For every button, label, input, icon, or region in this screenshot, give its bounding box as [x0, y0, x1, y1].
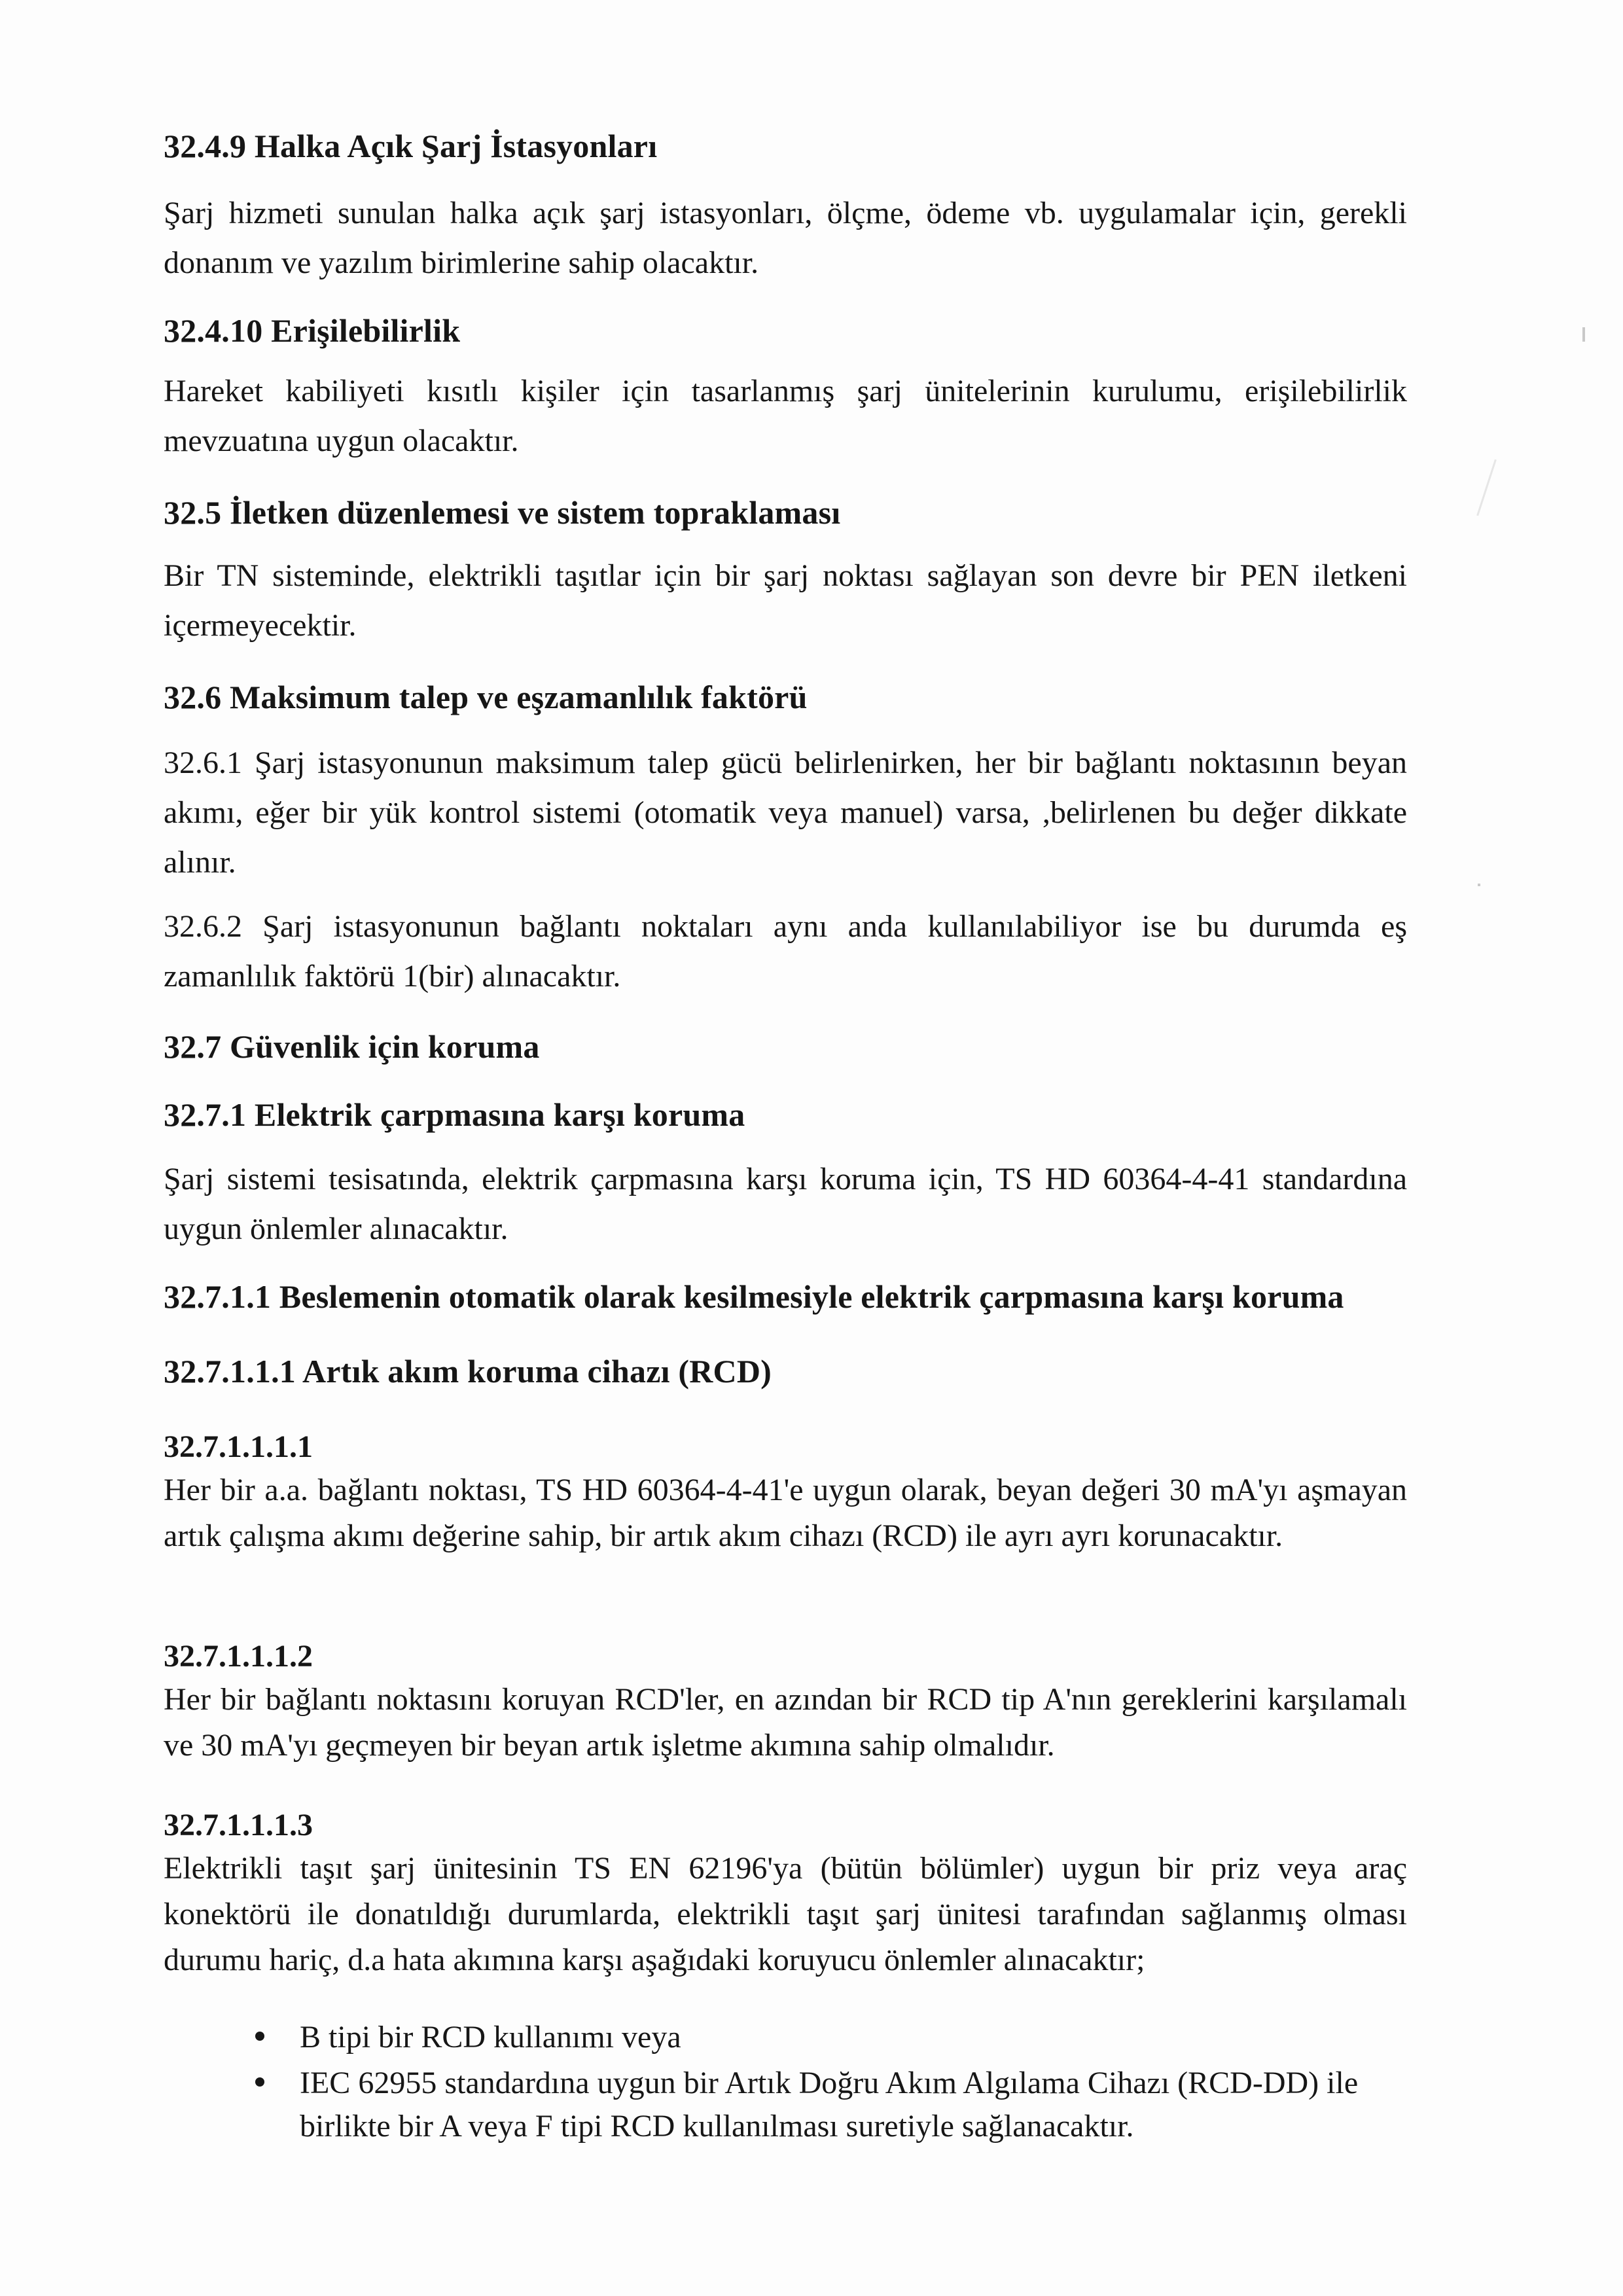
list-item — [255, 2062, 1407, 2148]
clause-number: 32.7.1.1.1.3 — [164, 1808, 313, 1842]
clause-body: Her bir a.a. bağlantı noktası, TS HD 60364-4-41'e uygun olarak, beyan değeri 30 mA'yı aşmayan artık çalışma akımı değerine sahip, bir artık akım cihazı (RCD) ile ayrı ayrı korunacaktır. — [164, 1473, 1407, 1553]
scan-speck — [1478, 884, 1480, 886]
paragraph-32-6-2: 32.6.2 Şarj istasyonunun bağlantı noktaları aynı anda kullanılabiliyor ise bu durumda eş zamanlılık faktörü 1(bir) alınacaktır. — [164, 909, 1407, 994]
section-heading-32-6: 32.6 Maksimum talep ve eşzamanlılık faktörü — [164, 679, 808, 715]
list-item-text: IEC 62955 standardına uygun bir Artık Doğru Akım Algılama Cihazı (RCD-DD) ile birlikte bir A veya F tipi RCD kullanılması suretiyle sağlanacaktır. — [300, 2066, 1359, 2144]
section-heading-32-4-9: 32.4.9 Halka Açık Şarj İstasyonları — [164, 128, 658, 164]
clause-number: 32.7.1.1.1.2 — [164, 1639, 313, 1674]
scan-speck — [1476, 459, 1497, 516]
section-body-32-4-10: Hareket kabiliyeti kısıtlı kişiler için tasarlanmış şarj ünitelerinin kurulumu, erişilebilirlik mevzuatına uygun olacaktır. — [164, 374, 1407, 458]
clause-32-7-1-1-1-1 — [164, 1427, 1407, 1559]
bullet-icon — [255, 2077, 264, 2087]
clause-body: Her bir bağlantı noktasını koruyan RCD'ler, en azından bir RCD tip A'nın gereklerini karşılamalı ve 30 mA'yı geçmeyen bir beyan artık işletme akımına sahip olmalıdır. — [164, 1682, 1407, 1763]
section-heading-32-4-10: 32.4.10 Erişilebilirlik — [164, 312, 461, 349]
clause-32-7-1-1-1-2 — [164, 1636, 1407, 1768]
clause-32-7-1-1-1-3 — [164, 1805, 1407, 1983]
section-heading-32-7-1-1: 32.7.1.1 Beslemenin otomatik olarak kesilmesiyle elektrik çarpmasına karşı koruma — [164, 1278, 1344, 1315]
section-heading-32-7-1-1-1: 32.7.1.1.1 Artık akım koruma cihazı (RCD) — [164, 1353, 772, 1390]
list-item — [255, 2016, 1407, 2059]
clause-number: 32.7.1.1.1.1 — [164, 1429, 313, 1464]
section-body-32-5: Bir TN sisteminde, elektrikli taşıtlar için bir şarj noktası sağlayan son devre bir PEN iletkeni içermeyecektir. — [164, 558, 1407, 643]
bullet-list — [255, 2016, 1407, 2151]
section-heading-32-5: 32.5 İletken düzenlemesi ve sistem topraklaması — [164, 494, 841, 531]
scan-speck — [1582, 327, 1585, 342]
section-heading-32-7-1: 32.7.1 Elektrik çarpmasına karşı koruma — [164, 1096, 745, 1133]
section-heading-32-7: 32.7 Güvenlik için koruma — [164, 1028, 540, 1065]
bullet-icon — [255, 2032, 264, 2041]
list-item-text: B tipi bir RCD kullanımı veya — [300, 2020, 681, 2054]
paragraph-32-6-1: 32.6.1 Şarj istasyonunun maksimum talep gücü belirlenirken, her bir bağlantı noktasının beyan akımı, eğer bir yük kontrol sistemi (otomatik veya manuel) varsa, ,belirlenen bu değer dikkate alınır. — [164, 745, 1407, 880]
clause-body: Elektrikli taşıt şarj ünitesinin TS EN 62196'ya (bütün bölümler) uygun bir priz veya araç konektörü ile donatıldığı durumlarda, elektrikli taşıt şarj ünitesi tarafından sağlanmış olması durumu hariç, d.a hata akımına karşı aşağıdaki koruyucu önlemler alınacaktır; — [164, 1851, 1407, 1977]
section-body-32-7-1: Şarj sistemi tesisatında, elektrik çarpmasına karşı koruma için, TS HD 60364-4-41 standardına uygun önlemler alınacaktır. — [164, 1162, 1407, 1246]
section-body-32-4-9: Şarj hizmeti sunulan halka açık şarj istasyonları, ölçme, ödeme vb. uygulamalar için, gerekli donanım ve yazılım birimlerine sahip olacaktır. — [164, 196, 1407, 280]
